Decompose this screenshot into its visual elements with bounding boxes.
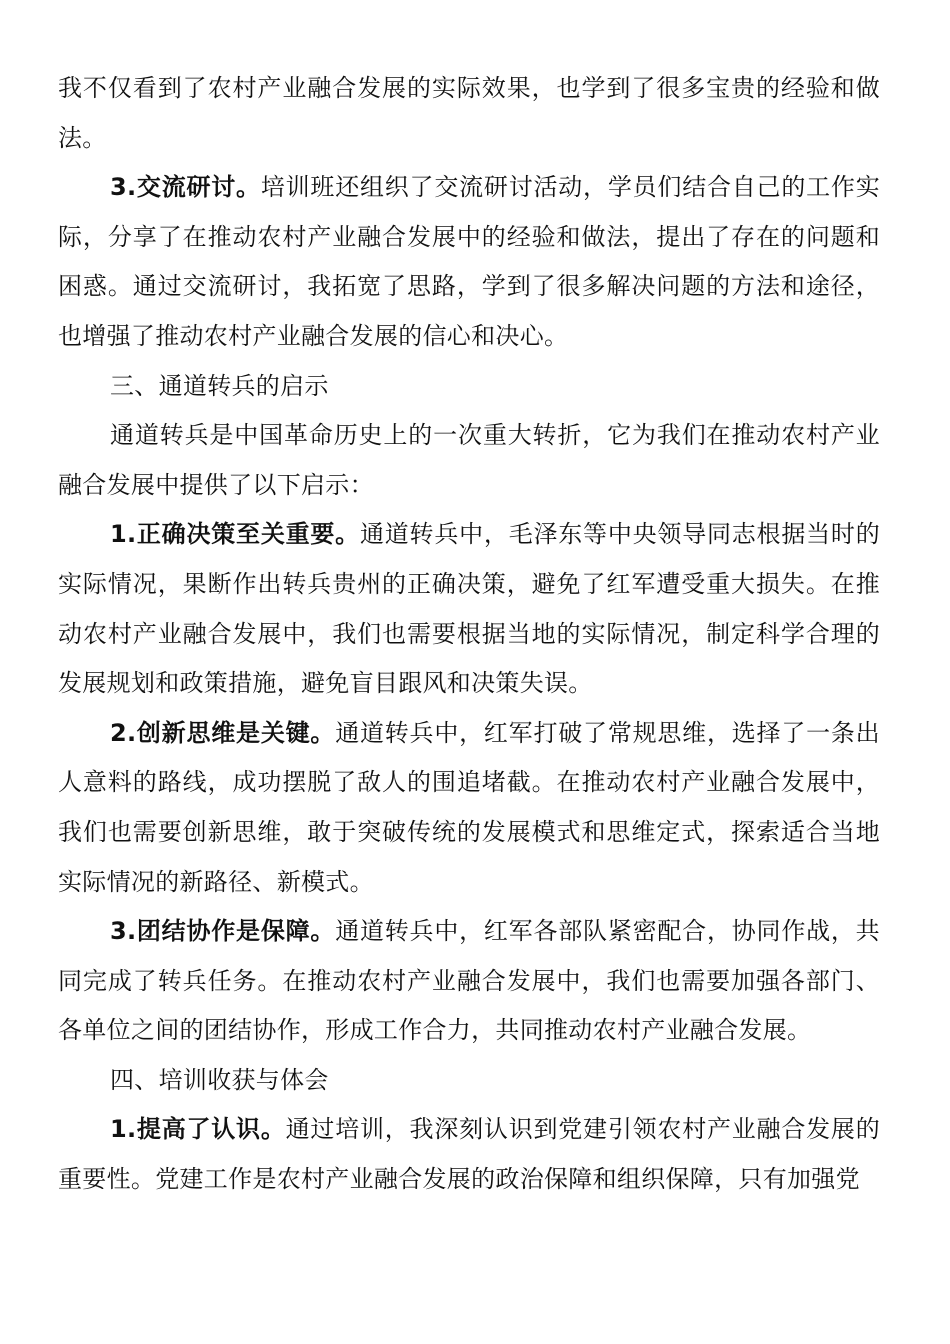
paragraph-lead: 1.正确决策至关重要。 xyxy=(110,520,360,549)
document-page xyxy=(58,64,880,1205)
paragraph-point-3 xyxy=(58,907,880,1056)
paragraph-point-2 xyxy=(58,709,880,907)
section-heading-text: 三、通道转兵的启示 xyxy=(110,371,329,400)
paragraph-continuation xyxy=(58,64,880,163)
paragraph-lead: 1.提高了认识。 xyxy=(110,1115,286,1144)
paragraph-text: 通道转兵中，红军各部队紧密配合，协同作战，共同完成了转兵任务。在推动农村产业融合发展中，我们也需要加强各部门、各单位之间的团结协作，形成工作合力，共同推动农村产业融合发展。 xyxy=(58,917,880,1045)
paragraph-lead: 3.团结协作是保障。 xyxy=(110,917,336,946)
paragraph-text: 通道转兵是中国革命历史上的一次重大转折，它为我们在推动农村产业融合发展中提供了以下启示： xyxy=(58,421,880,499)
paragraph-exchange-discussion xyxy=(58,163,880,361)
paragraph-lead: 2.创新思维是关键。 xyxy=(110,718,336,747)
paragraph-text: 通过培训，我深刻认识到党建引领农村产业融合发展的重要性。党建工作是农村产业融合发展的政治保障和组织保障，只有加强党 xyxy=(58,1115,880,1194)
paragraph-gain-1 xyxy=(58,1105,880,1204)
section-heading-4 xyxy=(58,1056,880,1106)
section-heading-3 xyxy=(58,362,880,412)
paragraph-intro xyxy=(58,411,880,510)
paragraph-lead: 3.交流研讨。 xyxy=(110,173,261,202)
section-heading-text: 四、培训收获与体会 xyxy=(110,1065,329,1094)
paragraph-text: 通道转兵中，红军打破了常规思维，选择了一条出人意料的路线，成功摆脱了敌人的围追堵截。在推动农村产业融合发展中，我们也需要创新思维，敢于突破传统的发展模式和思维定式，探索适合当地实际情况的新路径、新模式。 xyxy=(58,718,880,896)
paragraph-text: 培训班还组织了交流研讨活动，学员们结合自己的工作实际，分享了在推动农村产业融合发展中的经验和做法，提出了存在的问题和困惑。通过交流研讨，我拓宽了思路，学到了很多解决问题的方法和途径，也增强了推动农村产业融合发展的信心和决心。 xyxy=(58,173,881,350)
paragraph-text: 我不仅看到了农村产业融合发展的实际效果，也学到了很多宝贵的经验和做法。 xyxy=(58,74,880,152)
paragraph-text: 通道转兵中，毛泽东等中央领导同志根据当时的实际情况，果断作出转兵贵州的正确决策，避免了红军遭受重大损失。在推动农村产业融合发展中，我们也需要根据当地的实际情况，制定科学合理的发展规划和政策措施，避免盲目跟风和决策失误。 xyxy=(58,520,880,698)
paragraph-point-1 xyxy=(58,510,880,708)
